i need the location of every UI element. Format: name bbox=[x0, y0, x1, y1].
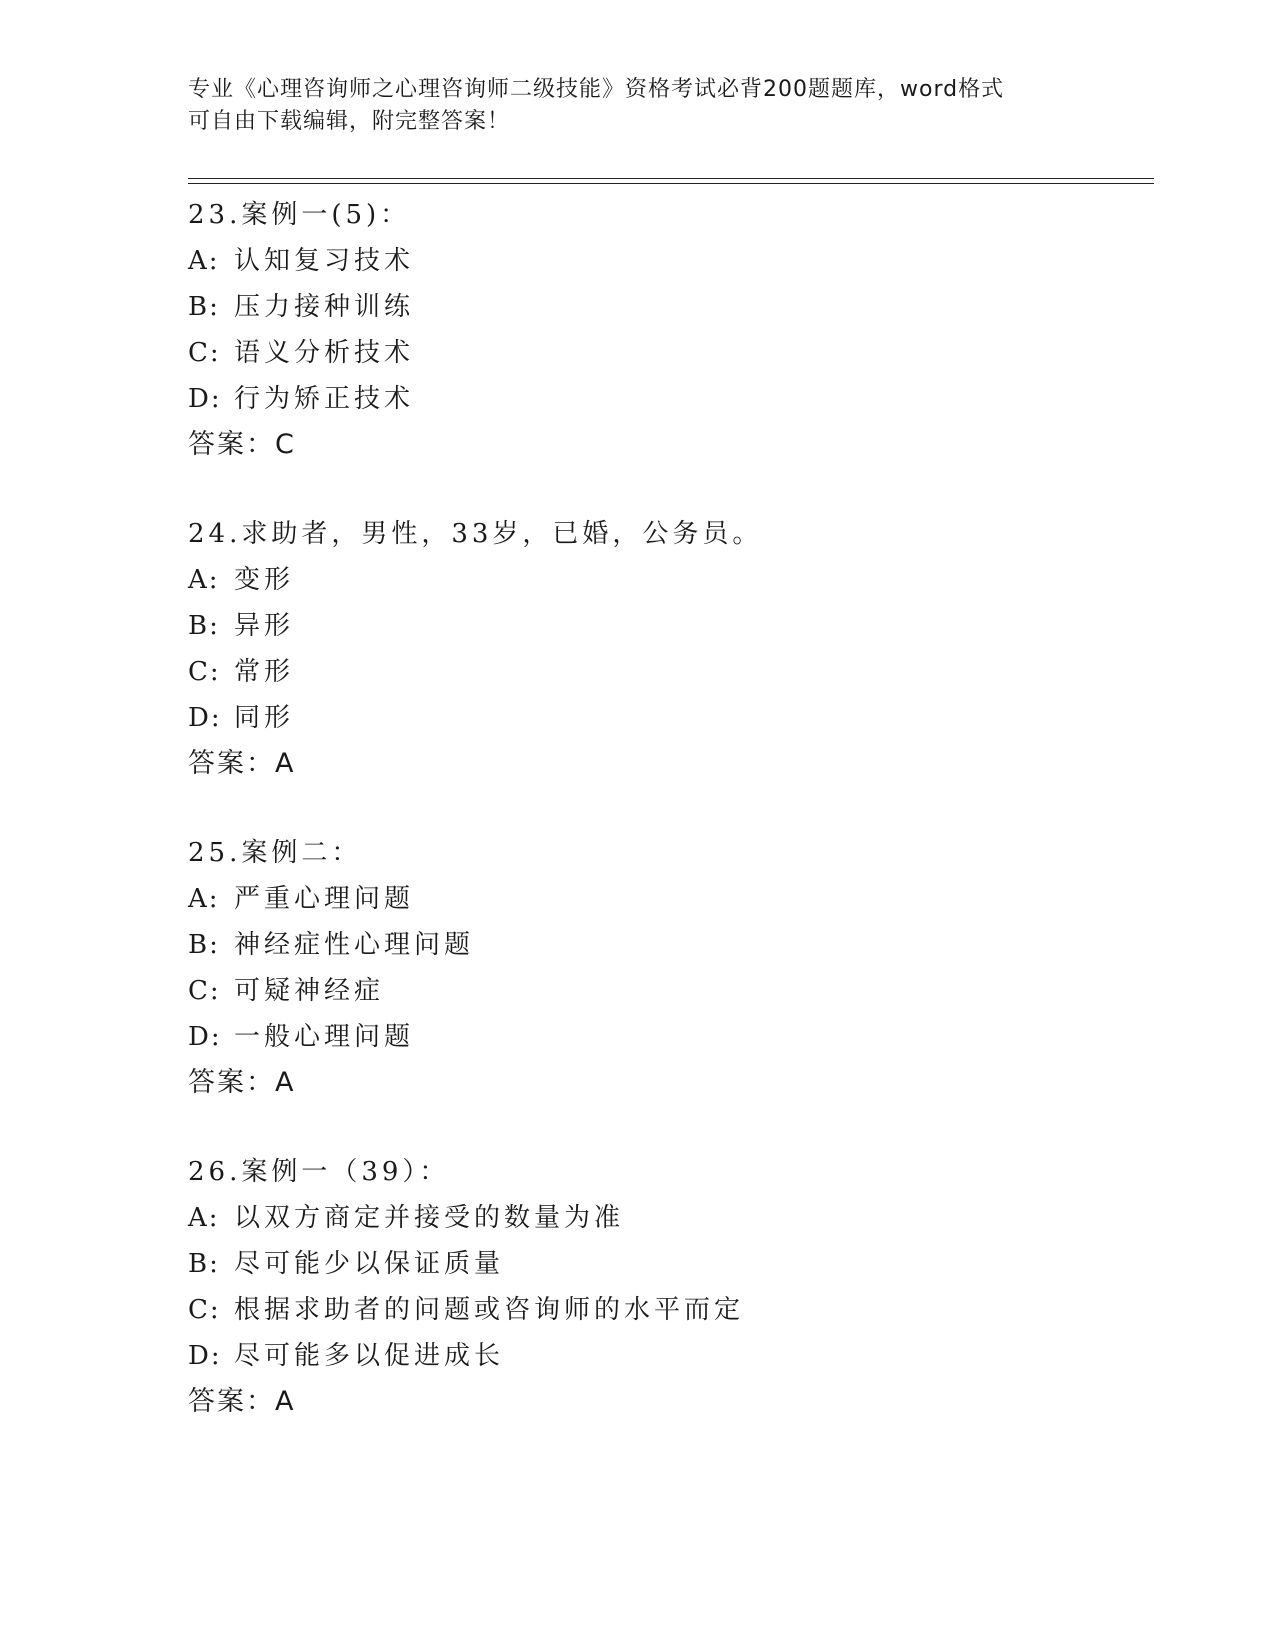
option-key: D: bbox=[188, 1341, 222, 1371]
option-d bbox=[188, 1333, 1148, 1379]
option-text: 认知复习技术 bbox=[234, 246, 415, 276]
header-title-line-2: 可自由下载编辑，附完整答案！ bbox=[188, 109, 511, 134]
question-26 bbox=[188, 1149, 1148, 1425]
option-text: 可疑神经症 bbox=[234, 976, 385, 1006]
option-b bbox=[188, 284, 1148, 330]
question-stem: 26.案例一（39）： bbox=[188, 1157, 450, 1187]
question-list bbox=[188, 192, 1148, 1425]
option-key: B: bbox=[188, 292, 220, 322]
option-text: 压力接种训练 bbox=[234, 292, 415, 322]
option-key: B: bbox=[188, 930, 220, 960]
option-a bbox=[188, 557, 1148, 603]
option-text: 根据求助者的问题或咨询师的水平而定 bbox=[234, 1295, 745, 1325]
option-key: D: bbox=[188, 1022, 222, 1052]
option-key: A: bbox=[188, 246, 220, 276]
option-a bbox=[188, 1195, 1148, 1241]
option-text: 异形 bbox=[234, 611, 295, 641]
option-text: 一般心理问题 bbox=[234, 1022, 415, 1052]
option-text: 尽可能少以保证质量 bbox=[234, 1249, 505, 1279]
option-b bbox=[188, 1241, 1148, 1287]
answer-line: 答案：A bbox=[188, 1067, 296, 1098]
answer-line: 答案：A bbox=[188, 1386, 296, 1417]
option-text: 变形 bbox=[234, 565, 295, 595]
header-title-line-1: 专业《心理咨询师之心理咨询师二级技能》资格考试必背200题题库，word格式 bbox=[188, 77, 1005, 102]
answer-line: 答案：C bbox=[188, 429, 296, 460]
question-25 bbox=[188, 830, 1148, 1106]
option-key: C: bbox=[188, 657, 221, 687]
option-d bbox=[188, 695, 1148, 741]
option-text: 同形 bbox=[234, 703, 295, 733]
option-text: 以双方商定并接受的数量为准 bbox=[234, 1203, 625, 1233]
option-b bbox=[188, 922, 1148, 968]
question-23 bbox=[188, 192, 1148, 468]
option-key: B: bbox=[188, 611, 220, 641]
option-d bbox=[188, 376, 1148, 422]
option-d bbox=[188, 1014, 1148, 1060]
document-header bbox=[188, 74, 1088, 138]
question-stem: 24.求助者，男性，33岁，已婚，公务员。 bbox=[188, 519, 763, 549]
question-stem: 23.案例一(5)： bbox=[188, 200, 411, 230]
option-text: 常形 bbox=[234, 657, 295, 687]
option-text: 严重心理问题 bbox=[234, 884, 415, 914]
option-a bbox=[188, 238, 1148, 284]
option-c bbox=[188, 1287, 1148, 1333]
option-text: 神经症性心理问题 bbox=[234, 930, 475, 960]
question-24 bbox=[188, 511, 1148, 787]
option-text: 行为矫正技术 bbox=[234, 384, 415, 414]
option-c bbox=[188, 649, 1148, 695]
option-key: B: bbox=[188, 1249, 220, 1279]
option-b bbox=[188, 603, 1148, 649]
option-key: A: bbox=[188, 565, 220, 595]
option-key: C: bbox=[188, 1295, 221, 1325]
option-key: A: bbox=[188, 884, 220, 914]
option-key: A: bbox=[188, 1203, 220, 1233]
option-text: 尽可能多以促进成长 bbox=[234, 1341, 505, 1371]
header-divider-top bbox=[188, 178, 1154, 179]
option-key: C: bbox=[188, 976, 221, 1006]
option-text: 语义分析技术 bbox=[234, 338, 415, 368]
option-c bbox=[188, 968, 1148, 1014]
header-divider-bottom bbox=[188, 183, 1154, 184]
option-key: C: bbox=[188, 338, 221, 368]
option-c bbox=[188, 330, 1148, 376]
answer-line: 答案：A bbox=[188, 748, 296, 779]
option-key: D: bbox=[188, 703, 222, 733]
option-a bbox=[188, 876, 1148, 922]
option-key: D: bbox=[188, 384, 222, 414]
question-stem: 25.案例二： bbox=[188, 838, 362, 868]
